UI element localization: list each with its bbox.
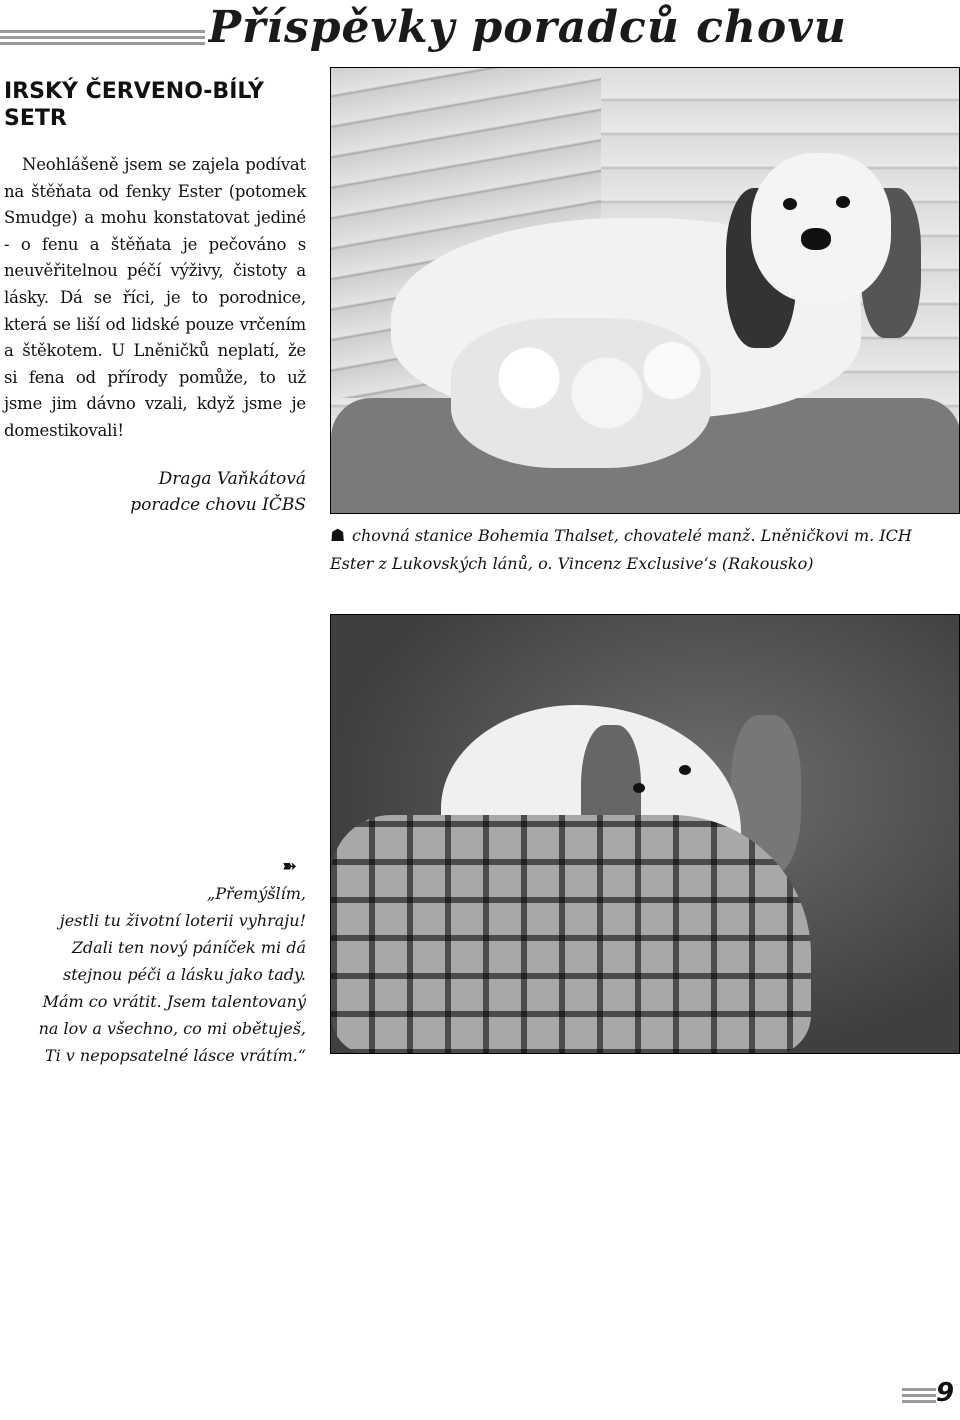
photo-caption-text: chovná stanice Bohemia Thalset, chovatelé manž. Lněničkovi m. ICH Ester z Lukovských lánů, o. Vincenz Exclusive‘s (Rakousko) xyxy=(330,526,912,573)
photo-puppy-in-basket xyxy=(330,614,960,1054)
signature-role: poradce chovu IČBS xyxy=(130,495,306,515)
signature xyxy=(60,466,306,518)
article-body: Neohlášeně jsem se zajela podívat na štěňata od fenky Ester (potomek Smudge) a mohu konstatovat jediné - o fenu a štěňata je pečováno s neuvěřitelnou péčí výživy, čistoty a lásky. Dá se říci, je to porodnice, která se liší od lidské pouze vrčením a štěkotem. U Lněničků neplatí, že si fena od přírody pomůže, to už jsme jim dávno vzali, když jsme je domestikovali! xyxy=(4,155,306,440)
photo-dog-with-puppies xyxy=(330,67,960,514)
arrow-right-icon: ➽ xyxy=(282,856,298,877)
footer-decoration xyxy=(902,1388,936,1406)
photo-caption xyxy=(330,522,960,577)
page-number: 9 xyxy=(936,1378,955,1408)
arrow-up-icon: ☗ xyxy=(330,526,346,546)
signature-name: Draga Vaňkátová xyxy=(158,469,306,489)
page-title: Příspěvky poradců chovu xyxy=(208,2,847,53)
article-heading: IRSKÝ ČERVENO-BÍLÝ SETR xyxy=(4,79,264,131)
header-decoration xyxy=(0,30,205,48)
puppy-quote: „Přemýšlím, jestli tu životní loterii vyhraju! Zdali ten nový páníček mi dá stejnou péči a lásku jako tady. Mám co vrátit. Jsem talentovaný na lov a všechno, co mi obětuješ, Ti v nepopsatelné lásce vrátím.“ xyxy=(38,884,306,1065)
